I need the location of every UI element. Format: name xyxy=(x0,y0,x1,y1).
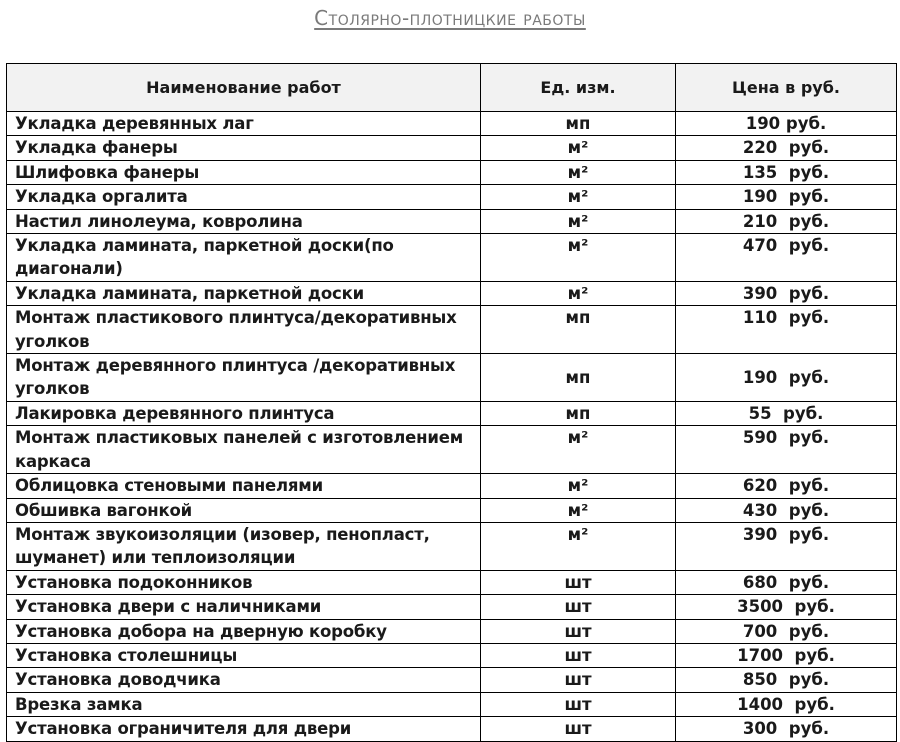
unit: м² xyxy=(481,474,676,498)
unit: шт xyxy=(481,570,676,594)
work-name: Шлифовка фанеры xyxy=(7,160,481,184)
table-row xyxy=(7,209,897,233)
table-row xyxy=(7,474,897,498)
work-name: Установка добора на дверную коробку xyxy=(7,619,481,643)
table-row xyxy=(7,234,897,282)
price: 190 руб. xyxy=(676,354,897,402)
table-row xyxy=(7,354,897,402)
unit: мп xyxy=(481,306,676,354)
table-row xyxy=(7,498,897,522)
unit: м² xyxy=(481,522,676,570)
work-name: Укладка фанеры xyxy=(7,136,481,160)
work-name: Укладка ламината, паркетной доски(по диагонали) xyxy=(7,234,481,282)
work-name: Установка доводчика xyxy=(7,668,481,692)
unit: м² xyxy=(481,160,676,184)
work-name: Настил линолеума, ковролина xyxy=(7,209,481,233)
price: 1400 руб. xyxy=(676,692,897,716)
price-table xyxy=(6,63,897,742)
work-name: Монтаж пластиковых панелей с изготовлением каркаса xyxy=(7,426,481,474)
price: 190 руб. xyxy=(676,112,897,136)
unit: шт xyxy=(481,595,676,619)
table-row xyxy=(7,522,897,570)
unit: шт xyxy=(481,643,676,667)
price: 3500 руб. xyxy=(676,595,897,619)
work-name: Обшивка вагонкой xyxy=(7,498,481,522)
unit: мп xyxy=(481,401,676,425)
table-row xyxy=(7,570,897,594)
table-row xyxy=(7,281,897,305)
price: 390 руб. xyxy=(676,522,897,570)
price: 220 руб. xyxy=(676,136,897,160)
price: 135 руб. xyxy=(676,160,897,184)
price: 55 руб. xyxy=(676,401,897,425)
table-row xyxy=(7,668,897,692)
work-name: Монтаж пластикового плинтуса/декоративных уголков xyxy=(7,306,481,354)
work-name: Установка двери с наличниками xyxy=(7,595,481,619)
unit: шт xyxy=(481,619,676,643)
work-name: Укладка ламината, паркетной доски xyxy=(7,281,481,305)
price: 300 руб. xyxy=(676,717,897,741)
table-row xyxy=(7,160,897,184)
table-row xyxy=(7,401,897,425)
page-title: Столярно-плотницкие работы xyxy=(314,6,586,30)
table-row xyxy=(7,306,897,354)
price: 470 руб. xyxy=(676,234,897,282)
work-name: Установка ограничителя для двери xyxy=(7,717,481,741)
table-row xyxy=(7,185,897,209)
unit: шт xyxy=(481,668,676,692)
work-name: Укладка деревянных лаг xyxy=(7,112,481,136)
price: 590 руб. xyxy=(676,426,897,474)
table-row xyxy=(7,136,897,160)
unit: м² xyxy=(481,426,676,474)
unit: мп xyxy=(481,112,676,136)
price: 430 руб. xyxy=(676,498,897,522)
unit: шт xyxy=(481,692,676,716)
work-name: Облицовка стеновыми панелями xyxy=(7,474,481,498)
unit: м² xyxy=(481,185,676,209)
table-row xyxy=(7,426,897,474)
table-row xyxy=(7,619,897,643)
price: 110 руб. xyxy=(676,306,897,354)
work-name: Врезка замка xyxy=(7,692,481,716)
work-name: Лакировка деревянного плинтуса xyxy=(7,401,481,425)
price: 210 руб. xyxy=(676,209,897,233)
price: 700 руб. xyxy=(676,619,897,643)
work-name: Укладка оргалита xyxy=(7,185,481,209)
unit: м² xyxy=(481,498,676,522)
column-header-unit: Ед. изм. xyxy=(481,64,676,112)
column-header-price: Цена в руб. xyxy=(676,64,897,112)
work-name: Установка столешницы xyxy=(7,643,481,667)
unit: м² xyxy=(481,136,676,160)
table-row xyxy=(7,595,897,619)
unit: мп xyxy=(481,354,676,402)
price: 850 руб. xyxy=(676,668,897,692)
unit: м² xyxy=(481,234,676,282)
work-name: Монтаж звукоизоляции (изовер, пенопласт, шуманет) или теплоизоляции xyxy=(7,522,481,570)
unit: м² xyxy=(481,209,676,233)
price: 390 руб. xyxy=(676,281,897,305)
table-row xyxy=(7,112,897,136)
column-header-name: Наименование работ xyxy=(7,64,481,112)
table-row xyxy=(7,692,897,716)
unit: шт xyxy=(481,717,676,741)
unit: м² xyxy=(481,281,676,305)
table-row xyxy=(7,643,897,667)
price: 1700 руб. xyxy=(676,643,897,667)
price: 620 руб. xyxy=(676,474,897,498)
price: 680 руб. xyxy=(676,570,897,594)
table-header-row xyxy=(7,64,897,112)
work-name: Установка подоконников xyxy=(7,570,481,594)
work-name: Монтаж деревянного плинтуса /декоративных уголков xyxy=(7,354,481,402)
table-row xyxy=(7,717,897,741)
price: 190 руб. xyxy=(676,185,897,209)
